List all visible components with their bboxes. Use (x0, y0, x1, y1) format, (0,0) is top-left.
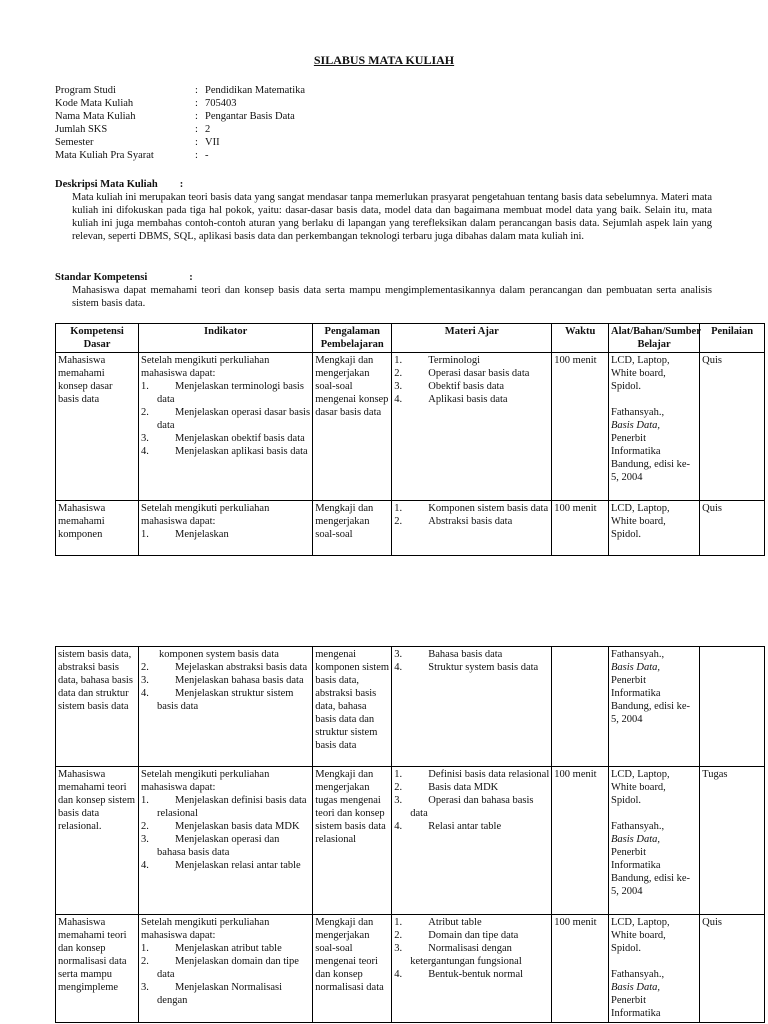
list-text: Aplikasi basis data (428, 394, 508, 405)
list-number: 3. (141, 982, 149, 993)
meta-separator: : (195, 137, 198, 148)
list-item (394, 929, 549, 942)
list-text: Abstraksi basis data (428, 516, 513, 527)
indikator-cell (139, 767, 313, 915)
list-item (394, 393, 549, 406)
sumber-author: Fathansyah., (611, 649, 665, 660)
sumber-cell (609, 353, 700, 501)
pengalaman-cell: Mengkaji dan mengerjakan tugas mengenai teori dan konsep sistem basis data relasional (313, 767, 392, 915)
list-number: 4. (141, 446, 149, 457)
alat-text: LCD, Laptop, White board, Spidol. (611, 355, 670, 392)
list-text: Menjelaskan struktur sistem basis data (157, 688, 294, 712)
list-number: 3. (394, 649, 403, 660)
sumber-author: Fathansyah., (611, 821, 665, 832)
materi-list (394, 768, 549, 833)
spacer (611, 955, 697, 968)
list-number: 3. (141, 834, 149, 845)
penilaian-cell: Quis (700, 353, 765, 501)
list-item (141, 528, 310, 541)
meta-row (55, 123, 305, 136)
materi-list (394, 916, 549, 981)
indikator-continued: komponen system basis data (159, 649, 279, 660)
meta-label: Jumlah SKS (55, 124, 108, 135)
list-number: 3. (141, 675, 149, 686)
table-header: Penilaian (700, 324, 765, 353)
kompetensi-cell: Mahasiswa memahami komponen (56, 501, 139, 556)
meta-label: Semester (55, 137, 94, 148)
list-number: 3. (394, 381, 403, 392)
list-text: Normalisasi dengan ketergantungan fungsional (410, 943, 522, 967)
indikator-list (141, 661, 310, 713)
list-number: 2. (394, 516, 403, 527)
list-text: Menjelaskan domain dan tipe data (157, 956, 299, 980)
alat-text: LCD, Laptop, White board, Spidol. (611, 769, 670, 806)
list-text: Menjelaskan obektif basis data (175, 433, 305, 444)
list-item (141, 820, 310, 833)
list-text: Bahasa basis data (428, 649, 503, 660)
list-number: 3. (141, 433, 149, 444)
meta-separator: : (195, 98, 198, 109)
penilaian-cell: Tugas (700, 767, 765, 915)
sumber-author: Fathansyah., (611, 407, 665, 418)
kompetensi-cell: Mahasiswa memahami teori dan konsep normalisasi data serta mampu mengimpleme (56, 915, 139, 1023)
meta-value: Pendidikan Matematika (205, 85, 306, 96)
indikator-cell (139, 915, 313, 1023)
indikator-list (141, 380, 310, 458)
list-number: 4. (394, 969, 403, 980)
sumber-book: Basis Data, (611, 420, 661, 431)
list-text: Menjelaskan Normalisasi dengan (157, 982, 283, 1006)
list-item (141, 859, 310, 872)
list-item (394, 661, 549, 674)
meta-separator: : (195, 150, 198, 161)
list-text: Menjelaskan terminologi basis data (157, 381, 304, 405)
table-header: Kompetensi Dasar (56, 324, 139, 353)
waktu-cell: 100 menit (552, 767, 609, 915)
materi-cell (392, 767, 552, 915)
list-text: Menjelaskan bahasa basis data (175, 675, 304, 686)
indikator-cell (139, 501, 313, 556)
list-number: 4. (141, 688, 149, 699)
pengalaman-cell: Mengkaji dan mengerjakan soal-soal mengenai konsep dasar basis data (313, 353, 392, 501)
course-meta (55, 84, 305, 162)
standar-text: Mahasiswa dapat memahami teori dan konsep basis data serta mampu mengimplementasikannya dalam perancangan dan pembuatan serta analisis sistem basis data. (72, 285, 712, 309)
list-item (141, 955, 310, 981)
penilaian-cell (700, 647, 765, 767)
table-header: Alat/Bahan/Sumber Belajar (609, 324, 700, 353)
list-number: 1. (141, 381, 149, 392)
list-item (141, 380, 310, 406)
indikator-intro: Setelah mengikuti perkuliahan mahasiswa dapat: (141, 503, 270, 527)
table-row (56, 501, 765, 556)
list-number: 1. (141, 795, 149, 806)
list-item (394, 380, 549, 393)
list-number: 1. (394, 917, 403, 928)
list-item (141, 674, 310, 687)
materi-cell (392, 647, 552, 767)
list-number: 2. (141, 407, 149, 418)
kompetensi-cell: sistem basis data, abstraksi basis data, bahasa basis data dan struktur sistem basis data (56, 647, 139, 767)
meta-label: Nama Mata Kuliah (55, 111, 136, 122)
list-text: Menjelaskan definisi basis data relasional (157, 795, 307, 819)
list-number: 3. (394, 943, 403, 954)
list-number: 4. (141, 860, 149, 871)
list-text: Menjelaskan atribut table (175, 943, 282, 954)
list-number: 1. (141, 529, 149, 540)
list-text: Menjelaskan (175, 529, 229, 540)
list-text: Bentuk-bentuk normal (428, 969, 524, 980)
list-number: 4. (394, 821, 403, 832)
list-item (394, 820, 549, 833)
spacer (611, 807, 697, 820)
list-item (394, 502, 549, 515)
materi-cell (392, 915, 552, 1023)
list-item (141, 406, 310, 432)
list-text: Operasi dan bahasa basis data (410, 795, 534, 819)
deskripsi-heading: Deskripsi Mata Kuliah : (55, 179, 184, 190)
list-item (394, 515, 549, 528)
table-row (56, 647, 765, 767)
list-text: Terminologi (428, 355, 481, 366)
sumber-publisher: Penerbit Informatika Bandung, edisi ke-5, 2004 (611, 433, 691, 483)
list-number: 2. (141, 662, 149, 673)
table-header: Pengalaman Pembelajaran (313, 324, 392, 353)
sumber-cell (609, 501, 700, 556)
indikator-intro: Setelah mengikuti perkuliahan mahasiswa dapat: (141, 917, 270, 941)
materi-cell (392, 353, 552, 501)
meta-label: Kode Mata Kuliah (55, 98, 134, 109)
list-text: Menjelaskan aplikasi basis data (175, 446, 308, 457)
meta-row (55, 84, 305, 97)
meta-row (55, 136, 305, 149)
waktu-cell: 100 menit (552, 501, 609, 556)
page-title: SILABUS MATA KULIAH (313, 53, 455, 67)
meta-row (55, 110, 305, 123)
list-item (141, 942, 310, 955)
pengalaman-cell: mengenai komponen sistem basis data, abstraksi basis data, bahasa basis data dan struktur sistem basis data (313, 647, 392, 767)
list-number: 2. (394, 368, 403, 379)
list-item (394, 794, 549, 820)
table-row (56, 915, 765, 1023)
kompetensi-cell: Mahasiswa memahami konsep dasar basis data (56, 353, 139, 501)
list-text: Domain dan tipe data (428, 930, 519, 941)
spacer (611, 393, 697, 406)
list-text: Menjelaskan relasi antar table (175, 860, 301, 871)
list-number: 2. (394, 782, 403, 793)
list-text: Mejelaskan abstraksi basis data (175, 662, 308, 673)
sumber-cell (609, 647, 700, 767)
meta-value: Pengantar Basis Data (205, 111, 295, 122)
sumber-publisher: Penerbit Informatika Bandung, edisi ke-5, 2004 (611, 847, 691, 897)
meta-value: 705403 (205, 98, 237, 109)
deskripsi-text: Mata kuliah ini merupakan teori basis data yang sangat mendasar tanpa memerlukan prasyarat pengetahuan tentang basis data sebelumnya. Materi mata kuliah ini difokuskan pada tiga hal pokok, yaitu: dasar-dasar basis data, model data dan bagaimana membuat model data yang baik. Selain itu, mata kuliah ini juga membahas contoh-contoh aturan yang berlaku di lapangan yang terefleksikan dalam perancangan basis data. Sejumlah aspek lain yang relevan, seperti DBMS, SQL, aplikasi basis data dan perkembangan teknologi terbaru juga dibahas dalam mata kuliah ini. (72, 192, 712, 242)
meta-value: 2 (205, 124, 211, 135)
list-item (141, 794, 310, 820)
sumber-book: Basis Data, (611, 982, 661, 993)
table-row (56, 767, 765, 915)
meta-value: - (205, 150, 209, 161)
list-number: 4. (394, 662, 403, 673)
kompetensi-cell: Mahasiswa memahami teori dan konsep sistem basis data relasional. (56, 767, 139, 915)
list-number: 2. (141, 821, 149, 832)
meta-label: Mata Kuliah Pra Syarat (55, 150, 154, 161)
list-text: Menjelaskan operasi dan bahasa basis data (157, 834, 280, 858)
list-item (394, 781, 549, 794)
list-number: 2. (394, 930, 403, 941)
meta-separator: : (195, 111, 198, 122)
materi-cell (392, 501, 552, 556)
indikator-cell (139, 353, 313, 501)
waktu-cell (552, 647, 609, 767)
list-number: 1. (141, 943, 149, 954)
list-item (141, 833, 310, 859)
sumber-book: Basis Data, (611, 834, 661, 845)
list-text: Menjelaskan operasi dasar basis data (157, 407, 311, 431)
meta-row (55, 149, 305, 162)
sumber-book: Basis Data, (611, 662, 661, 673)
table-header: Materi Ajar (392, 324, 552, 353)
list-text: Komponen sistem basis data (428, 503, 549, 514)
list-number: 4. (394, 394, 403, 405)
indikator-list (141, 528, 310, 541)
materi-list (394, 502, 549, 528)
spacer (611, 541, 697, 554)
list-item (394, 367, 549, 380)
pengalaman-cell: Mengkaji dan mengerjakan soal-soal (313, 501, 392, 556)
pengalaman-cell: Mengkaji dan mengerjakan soal-soal mengenai teori dan konsep normalisasi data (313, 915, 392, 1023)
penilaian-cell: Quis (700, 501, 765, 556)
list-text: Operasi dasar basis data (428, 368, 530, 379)
list-text: Definisi basis data relasional (428, 769, 550, 780)
indikator-intro: Setelah mengikuti perkuliahan mahasiswa dapat: (141, 355, 270, 379)
list-number: 1. (394, 769, 403, 780)
table-header: Waktu (552, 324, 609, 353)
list-item (394, 942, 549, 968)
list-item (141, 445, 310, 458)
list-text: Basis data MDK (428, 782, 499, 793)
sumber-cell (609, 915, 700, 1023)
list-text: Relasi antar table (428, 821, 502, 832)
list-text: Atribut table (428, 917, 482, 928)
list-item (141, 432, 310, 445)
indikator-cell (139, 647, 313, 767)
sumber-cell (609, 767, 700, 915)
sumber-author: Fathansyah., (611, 969, 665, 980)
list-item (141, 981, 310, 1007)
table-row (56, 353, 765, 501)
waktu-cell: 100 menit (552, 353, 609, 501)
list-item (394, 968, 549, 981)
list-item (394, 648, 549, 661)
indikator-intro: Setelah mengikuti perkuliahan mahasiswa dapat: (141, 769, 270, 793)
meta-separator: : (195, 85, 198, 96)
list-item (141, 687, 310, 713)
list-number: 2. (141, 956, 149, 967)
list-number: 1. (394, 355, 403, 366)
list-number: 1. (394, 503, 403, 514)
meta-separator: : (195, 124, 198, 135)
sumber-publisher: Penerbit Informatika (611, 995, 661, 1019)
standar-heading: Standar Kompetensi : (55, 272, 193, 283)
meta-label: Program Studi (55, 85, 116, 96)
list-item (394, 916, 549, 929)
meta-value: VII (205, 137, 220, 148)
silabus-table-page2 (55, 646, 765, 1023)
list-text: Menjelaskan basis data MDK (175, 821, 300, 832)
list-item (141, 661, 310, 674)
materi-list (394, 354, 549, 406)
list-text: Obektif basis data (428, 381, 505, 392)
alat-text: LCD, Laptop, White board, Spidol. (611, 503, 670, 540)
indikator-list (141, 794, 310, 872)
materi-list (394, 648, 549, 674)
indikator-list (141, 942, 310, 1007)
list-item (394, 354, 549, 367)
alat-text: LCD, Laptop, White board, Spidol. (611, 917, 670, 954)
list-number: 3. (394, 795, 403, 806)
list-text: Struktur system basis data (428, 662, 539, 673)
waktu-cell: 100 menit (552, 915, 609, 1023)
silabus-table-page1 (55, 323, 765, 556)
penilaian-cell: Quis (700, 915, 765, 1023)
sumber-publisher: Penerbit Informatika Bandung, edisi ke-5, 2004 (611, 675, 691, 725)
list-item (394, 768, 549, 781)
table-header: Indikator (139, 324, 313, 353)
meta-row (55, 97, 305, 110)
